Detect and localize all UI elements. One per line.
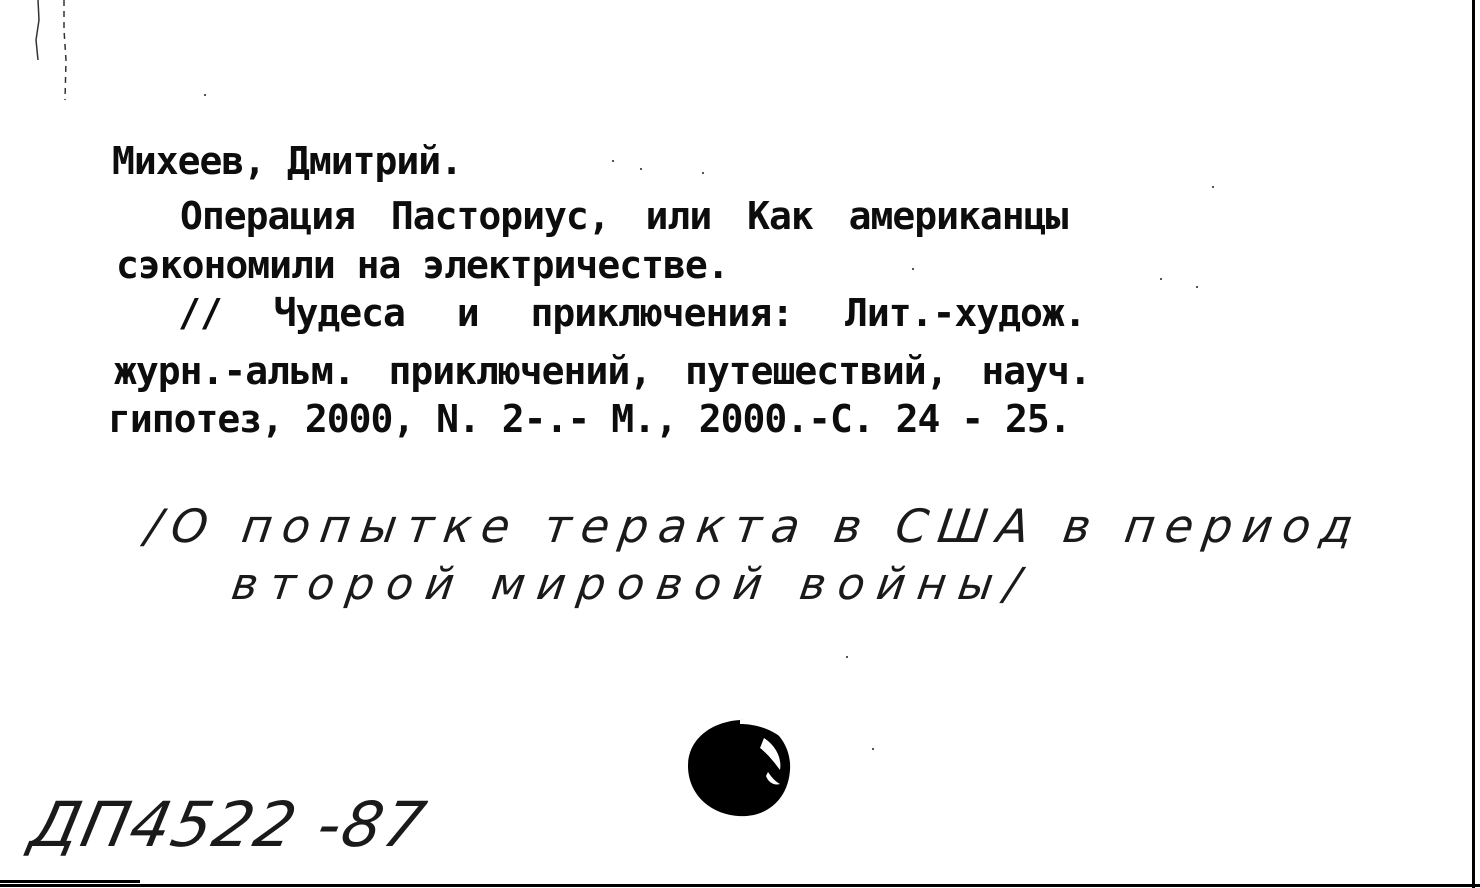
scan-speck [204, 94, 206, 96]
shelf-mark: ДП4522 -87 [24, 788, 434, 861]
title-line-1: Операция Пасториус, или Как американцы [180, 194, 1068, 238]
scan-speck [912, 268, 914, 270]
scan-speck [846, 656, 848, 658]
left-edge-line [1472, 0, 1475, 888]
scan-speck [612, 160, 614, 162]
top-left-scan-marks [30, 0, 80, 110]
scan-speck [640, 168, 642, 170]
scan-speck [702, 172, 704, 174]
annotation-line-2: второй мировой войны/ [228, 559, 1036, 610]
source-line-1: // Чудеса и приключения: Лит.-худож. [178, 291, 1086, 335]
source-line-2: журн.-альм. приключений, путешествий, науч. [114, 349, 1091, 393]
scan-speck [1160, 278, 1162, 280]
scan-speck [1212, 186, 1214, 188]
scan-speck [1196, 286, 1198, 288]
punch-hole [680, 712, 800, 824]
author-line: Михеев, Дмитрий. [112, 139, 463, 183]
scan-speck [872, 748, 874, 750]
bottom-edge-line [0, 884, 1480, 887]
bottom-left-edge-line [0, 880, 140, 883]
source-line-3: гипотез, 2000, N. 2-.- М., 2000.-С. 24 - 25. [108, 397, 1071, 441]
title-line-2: сэкономили на электричестве. [116, 243, 729, 287]
annotation-line-1: /О попытке теракта в США в период [142, 499, 1367, 553]
